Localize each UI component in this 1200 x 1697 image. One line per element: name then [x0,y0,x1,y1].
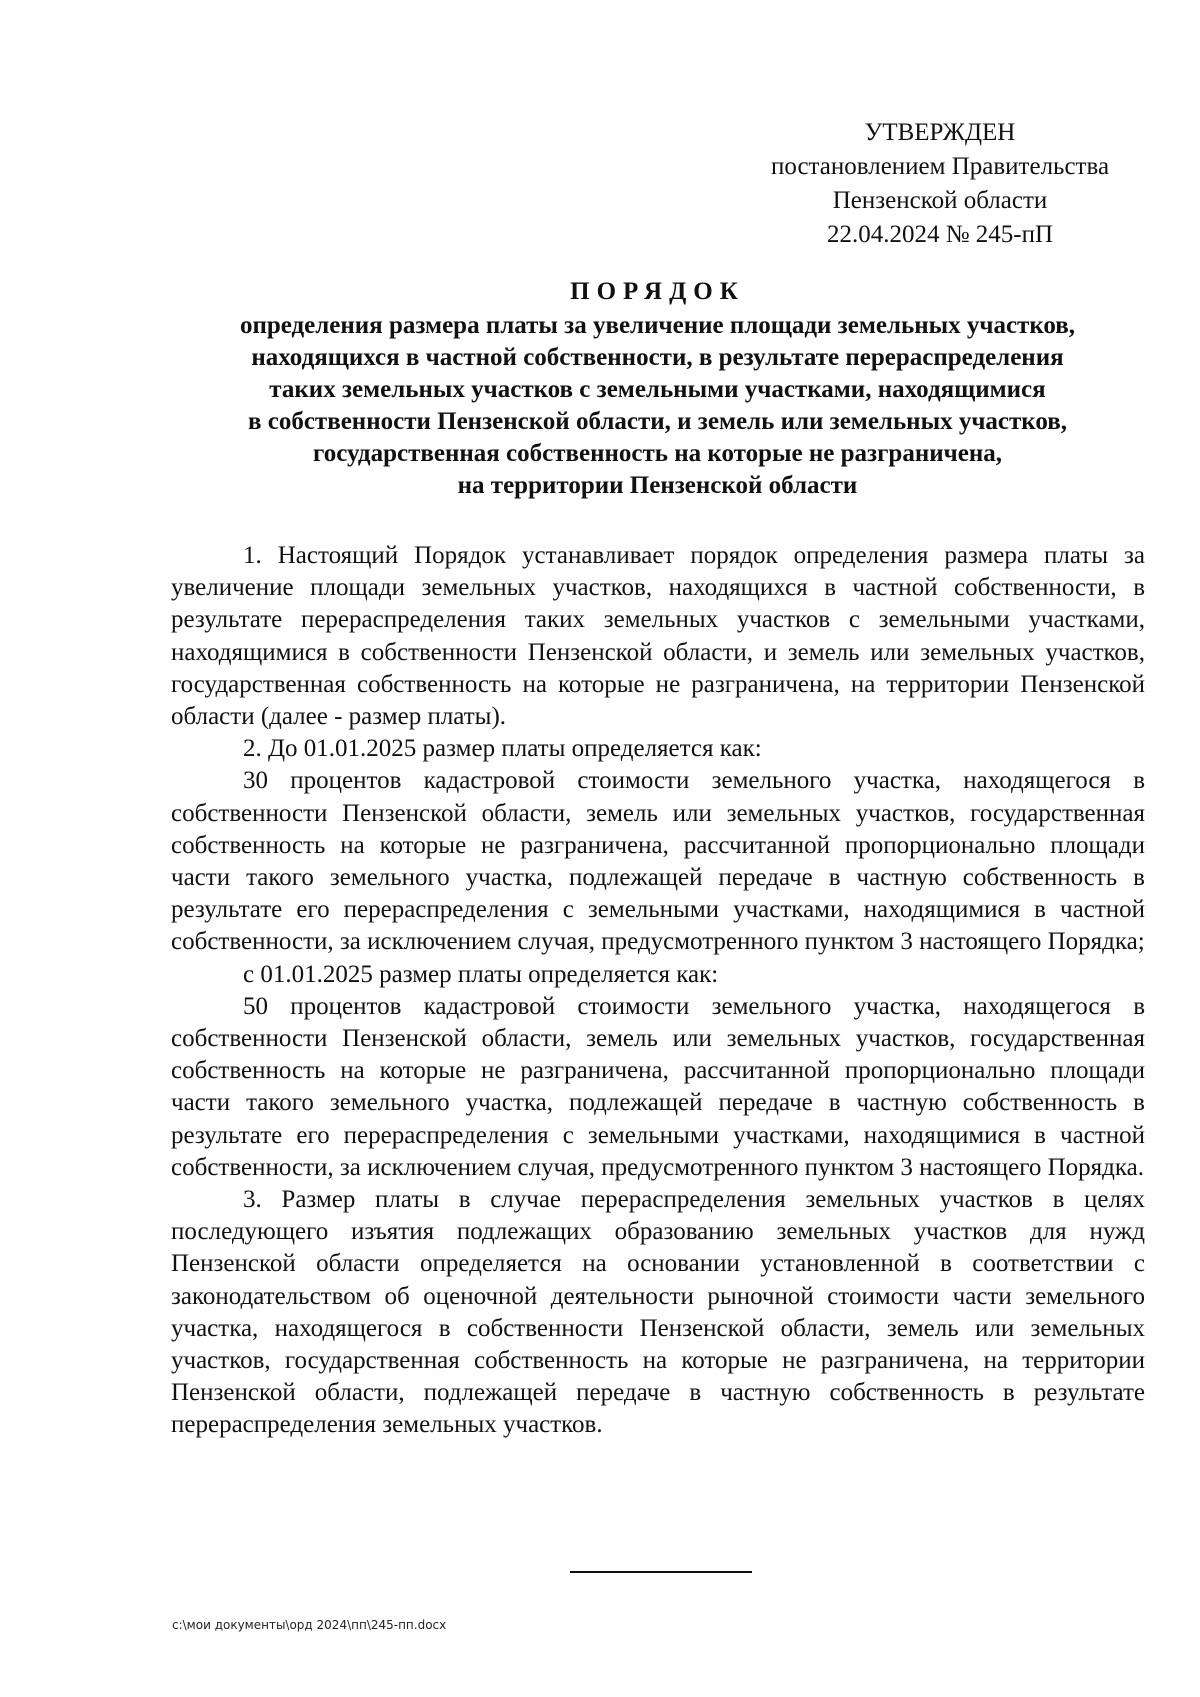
title-line: на территории Пензенской области [457,472,858,499]
title-line: находящихся в частной собственности, в результате перераспределения [251,344,1064,371]
approval-stamp [740,116,1140,252]
paragraph-from-2025: с 01.01.2025 размер платы определяется как: [243,960,719,988]
approval-region: Пензенской области [832,187,1048,214]
end-divider [570,1571,752,1573]
paragraph-rate-30: 30 процентов кадастровой стоимости земельного участка, находящегося в собственности Пензенской области, земель или земельных участков, государственная собственность на которые не разграничена, рассчитанной пропорционально площади части такого земельного участка, подлежащей передаче в частную собственность в результате его перераспределения с земельными участками, находящимися в частной собственности, за исключением случая, предусмотренного пунктом 3 настоящего Порядка; [171,767,1145,956]
paragraph-rate-50: 50 процентов кадастровой стоимости земельного участка, находящегося в собственности Пензенской области, земель или земельных участков, государственная собственность на которые не разграничена, рассчитанной пропорционально площади части такого земельного участка, подлежащей передаче в частную собственность в результате его перераспределения с земельными участками, находящимися в частной собственности, за исключением случая, предусмотренного пунктом 3 настоящего Порядка. [171,992,1145,1181]
title-line: в собственности Пензенской области, и земель или земельных участков, [247,408,1068,435]
title-line: определения размера платы за увеличение площади земельных участков, [239,312,1076,339]
footer-file-path: c:\мои документы\орд 2024\пп\245-пп.docx [172,1618,447,1632]
paragraph-clause-2: 2. До 01.01.2025 размер платы определяется как: [243,735,762,763]
paragraph-clause-1: 1. Настоящий Порядок устанавливает порядок определения размера платы за увеличение площади земельных участков, находящихся в частной собственности, в результате перераспределения таких земельных участков с земельными участками, находящимися в собственности Пензенской области, и земель или земельных участков, государственная собственность на которые не разграничена, на территории Пензенской области (далее - размер платы). [171,542,1145,731]
approval-issuer: постановлением Правительства [770,153,1110,180]
approval-date-number: 22.04.2024 № 245-пП [826,221,1054,248]
title-line: таких земельных участков с земельными участками, находящимися [269,376,1046,403]
document-body [171,540,1145,1442]
approval-heading: УТВЕРЖДЕН [864,119,1016,146]
title-heading: ПОРЯДОК [570,278,745,305]
paragraph-clause-3: 3. Размер платы в случае перераспределения земельных участков в целях последующего изъятия подлежащих образованию земельных участков для нужд Пензенской области определяется на основании установленной в соответствии с законодательством об оценочной деятельности рыночной стоимости части земельного участка, находящегося в собственности Пензенской области, земель или земельных участков, государственная собственность на которые не разграничена, на территории Пензенской области, подлежащей передаче в частную собственность в результате перераспределения земельных участков. [171,1186,1145,1439]
document-title [140,276,1175,502]
title-line: государственная собственность на которые не разграничена, [313,440,1002,467]
